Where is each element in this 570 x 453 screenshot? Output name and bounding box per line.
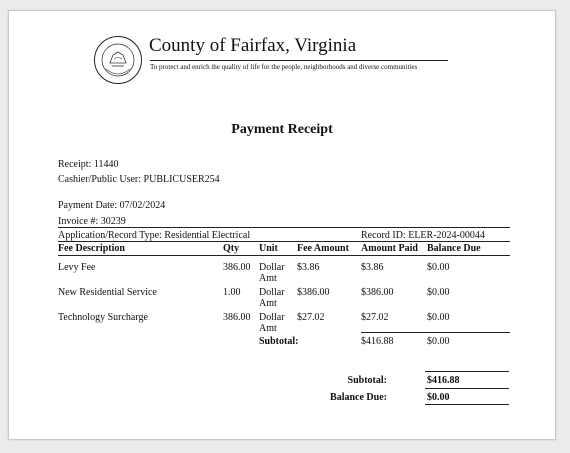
table-top-rule — [58, 227, 510, 228]
header-bottom-rule — [58, 255, 510, 256]
table-row-unit: Dollar Amt — [259, 287, 285, 309]
county-tagline: To protect and enrich the quality of life for the people, neighborhoods and diverse communities — [150, 63, 418, 71]
table-row-description: Levy Fee — [58, 262, 96, 273]
col-header-fee-amount: Fee Amount — [297, 243, 349, 254]
summary-subtotal-value: $416.88 — [427, 375, 460, 386]
cashier-user: Cashier/Public User: PUBLICUSER254 — [58, 174, 220, 185]
table-row-unit: Dollar Amt — [259, 312, 285, 334]
table-row-fee-amount: $3.86 — [297, 262, 320, 273]
header-top-rule — [58, 241, 510, 242]
table-row-qty: 386.00 — [223, 312, 251, 323]
summary-top-rule — [425, 371, 509, 372]
county-seal-icon — [93, 35, 143, 85]
table-row-balance-due: $0.00 — [427, 262, 450, 273]
table-row-amount-paid: $3.86 — [361, 262, 384, 273]
application-type: Application/Record Type: Residential Electrical — [58, 230, 251, 241]
page-title: Payment Receipt — [231, 122, 333, 137]
table-row-fee-amount: $386.00 — [297, 287, 330, 298]
receipt-number: Receipt: 11440 — [58, 159, 119, 170]
table-row-balance-due: $0.00 — [427, 312, 450, 323]
table-row-description: Technology Surcharge — [58, 312, 148, 323]
table-row-qty: 386.00 — [223, 262, 251, 273]
summary-balance-due-value: $0.00 — [427, 392, 450, 403]
table-row-unit: Dollar Amt — [259, 262, 285, 284]
col-header-balance-due: Balance Due — [427, 243, 481, 254]
summary-balance-due-label: Balance Due: — [330, 392, 387, 403]
col-header-description: Fee Description — [58, 243, 125, 254]
receipt-page — [8, 10, 556, 440]
table-subtotal-paid: $416.88 — [361, 336, 394, 347]
subtotal-rule — [361, 332, 510, 333]
table-row-qty: 1.00 — [223, 287, 241, 298]
table-row-description: New Residential Service — [58, 287, 157, 298]
col-header-qty: Qty — [223, 243, 240, 254]
summary-bottom-rule — [425, 404, 509, 405]
record-id: Record ID: ELER-2024-00044 — [361, 230, 485, 241]
table-row-amount-paid: $386.00 — [361, 287, 394, 298]
col-header-amount-paid: Amount Paid — [361, 243, 418, 254]
table-row-amount-paid: $27.02 — [361, 312, 389, 323]
header-rule — [150, 60, 448, 61]
payment-date: Payment Date: 07/02/2024 — [58, 200, 166, 211]
table-row-fee-amount: $27.02 — [297, 312, 325, 323]
table-subtotal-balance: $0.00 — [427, 336, 450, 347]
summary-middle-rule — [425, 388, 509, 389]
table-row-balance-due: $0.00 — [427, 287, 450, 298]
table-subtotal-label: Subtotal: — [259, 336, 299, 347]
summary-subtotal-label: Subtotal: — [347, 375, 387, 386]
col-header-unit: Unit — [259, 243, 278, 254]
invoice-number: Invoice #: 30239 — [58, 216, 126, 227]
county-name: County of Fairfax, Virginia — [149, 35, 357, 56]
